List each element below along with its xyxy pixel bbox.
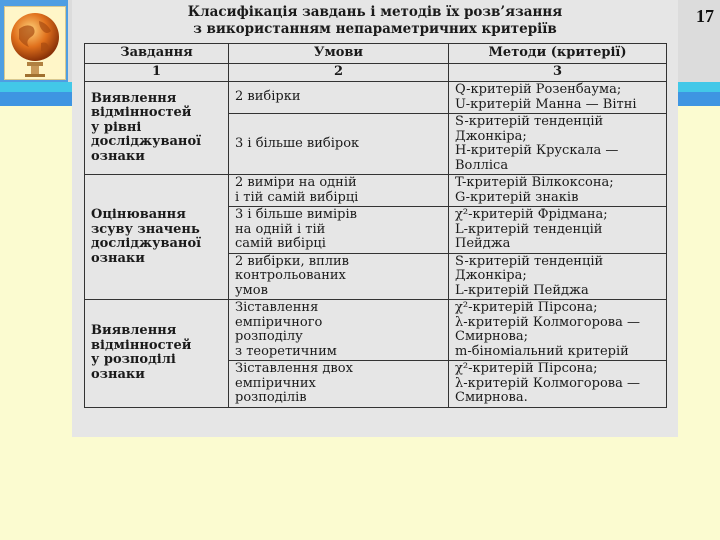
task-cell bbox=[85, 82, 229, 175]
condition-text: на одній і тій bbox=[235, 221, 326, 237]
condition-cell bbox=[229, 361, 449, 408]
method-cell bbox=[449, 253, 667, 300]
method-text: Смирнова; bbox=[455, 329, 528, 344]
table-title bbox=[72, 4, 678, 38]
table-row bbox=[85, 175, 667, 207]
task-text: ознаки bbox=[91, 250, 145, 266]
condition-text: умов bbox=[235, 282, 268, 298]
method-text: m-біноміальний критерій bbox=[455, 343, 629, 359]
condition-text: емпіричного bbox=[235, 314, 323, 330]
task-text: Виявлення bbox=[91, 90, 177, 106]
task-text: Оцінювання bbox=[91, 207, 186, 222]
method-text: L-критерій Пейджа bbox=[455, 282, 589, 298]
task-text: досліджуваної bbox=[91, 236, 202, 251]
condition-text: 2 вибірки, вплив bbox=[235, 253, 349, 269]
method-cell bbox=[449, 114, 667, 175]
classification-table bbox=[84, 43, 667, 408]
condition-cell bbox=[229, 114, 449, 175]
table-row bbox=[85, 82, 667, 114]
header-row bbox=[85, 44, 667, 64]
method-text: H-критерій Крускала — bbox=[455, 143, 619, 158]
condition-cell bbox=[229, 82, 449, 114]
header-conditions: Умови bbox=[229, 44, 449, 64]
method-text: Смирнова. bbox=[455, 390, 528, 405]
condition-cell bbox=[229, 175, 449, 207]
method-cell bbox=[449, 175, 667, 207]
condition-text: 3 і більше вимірів bbox=[235, 207, 357, 222]
method-text: χ²-критерій Пірсона; bbox=[455, 361, 598, 376]
condition-text: контрольованих bbox=[235, 268, 346, 283]
table-row bbox=[85, 300, 667, 361]
method-text: U-критерій Манна — Вітні bbox=[455, 96, 637, 112]
task-text: досліджуваної bbox=[91, 134, 202, 150]
task-text: ознаки bbox=[91, 366, 145, 382]
condition-text: емпіричних bbox=[235, 375, 316, 391]
method-text: λ-критерій Колмогорова — bbox=[455, 314, 640, 330]
scanned-page bbox=[72, 0, 678, 437]
header-task: Завдання bbox=[85, 44, 229, 64]
header-methods: Методи (критерії) bbox=[449, 44, 667, 64]
method-text: Пейджа bbox=[455, 236, 511, 251]
column-number: 2 bbox=[229, 64, 449, 82]
method-cell bbox=[449, 82, 667, 114]
method-text: G-критерій знаків bbox=[455, 189, 579, 205]
method-text: χ²-критерій Пірсона; bbox=[455, 300, 598, 315]
column-number: 1 bbox=[85, 64, 229, 82]
condition-text: розподілів bbox=[235, 390, 307, 405]
task-text: відмінностей bbox=[91, 105, 192, 121]
method-cell bbox=[449, 300, 667, 361]
method-cell bbox=[449, 207, 667, 254]
method-cell bbox=[449, 361, 667, 408]
condition-cell bbox=[229, 300, 449, 361]
method-text: λ-критерій Колмогорова — bbox=[455, 375, 640, 391]
method-text: L-критерій тенденцій bbox=[455, 221, 603, 237]
task-text: у рівні bbox=[91, 119, 142, 135]
method-text: Волліса bbox=[455, 157, 509, 173]
method-text: χ²-критерій Фрідмана; bbox=[455, 207, 608, 222]
condition-text: і тій самій вибірці bbox=[235, 189, 359, 205]
task-text: у розподілі bbox=[91, 352, 176, 368]
condition-text: з теоретичним bbox=[235, 343, 337, 359]
method-text: S-критерій тенденцій bbox=[455, 114, 604, 129]
title-line: Класифікація завдань і методів їх розв’язання bbox=[187, 4, 563, 20]
condition-text: самій вибірці bbox=[235, 236, 326, 251]
column-number: 3 bbox=[449, 64, 667, 82]
page-number: 17 bbox=[696, 6, 714, 26]
method-text: Джонкіра; bbox=[455, 128, 527, 144]
task-text: зсуву значень bbox=[91, 221, 200, 237]
globe-logo-icon bbox=[4, 6, 66, 80]
column-number-row bbox=[85, 64, 667, 82]
condition-text: 2 вибірки bbox=[235, 89, 301, 105]
condition-text: Зіставлення bbox=[235, 300, 319, 315]
condition-cell bbox=[229, 207, 449, 254]
method-text: Q-критерій Розенбаума; bbox=[455, 82, 622, 97]
task-text: відмінностей bbox=[91, 337, 192, 353]
task-text: Виявлення bbox=[91, 323, 177, 339]
task-cell bbox=[85, 175, 229, 300]
method-text: Джонкіра; bbox=[455, 268, 527, 283]
method-text: T-критерій Вілкоксона; bbox=[455, 175, 614, 190]
title-line: з використанням непараметричних критеріїв bbox=[193, 21, 557, 37]
condition-text: 2 виміри на одній bbox=[235, 175, 357, 190]
task-text: ознаки bbox=[91, 148, 145, 164]
condition-cell bbox=[229, 253, 449, 300]
condition-text: розподілу bbox=[235, 329, 303, 344]
condition-text: Зіставлення двох bbox=[235, 361, 353, 376]
condition-text: 3 і більше вибірок bbox=[235, 135, 360, 151]
task-cell bbox=[85, 300, 229, 408]
method-text: S-критерій тенденцій bbox=[455, 253, 604, 269]
